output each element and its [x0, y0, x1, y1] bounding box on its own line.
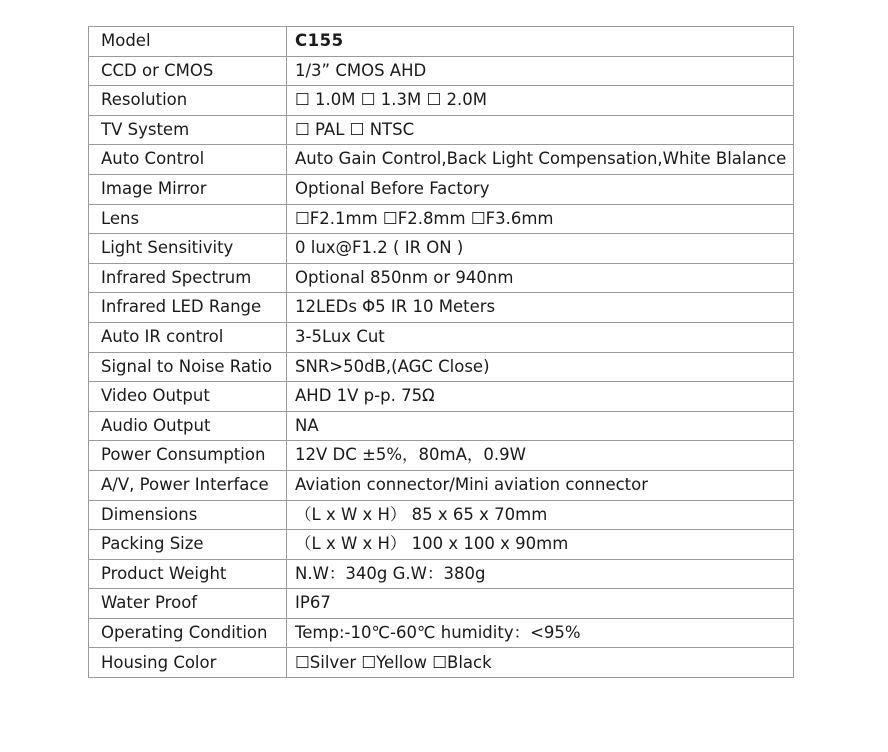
spec-label: Operating Condition [89, 618, 287, 648]
table-row [89, 382, 794, 412]
spec-label: Dimensions [89, 500, 287, 530]
table-row [89, 352, 794, 382]
spec-value: Optional Before Factory [287, 174, 794, 204]
spec-label: Water Proof [89, 589, 287, 619]
spec-label: Signal to Noise Ratio [89, 352, 287, 382]
table-row [89, 530, 794, 560]
table-row [89, 204, 794, 234]
spec-label: A/V, Power Interface [89, 470, 287, 500]
spec-value: 1/3” CMOS AHD [287, 56, 794, 86]
table-row [89, 263, 794, 293]
spec-value: （L x W x H） 100 x 100 x 90mm [287, 530, 794, 560]
spec-label: Auto IR control [89, 322, 287, 352]
spec-label: Audio Output [89, 411, 287, 441]
table-row [89, 500, 794, 530]
spec-label: Infrared Spectrum [89, 263, 287, 293]
spec-value: IP67 [287, 589, 794, 619]
spec-label: Power Consumption [89, 441, 287, 471]
table-row [89, 293, 794, 323]
table-row [89, 115, 794, 145]
spec-label: Video Output [89, 382, 287, 412]
spec-label: Light Sensitivity [89, 234, 287, 264]
spec-value: ☐F2.1mm ☐F2.8mm ☐F3.6mm [287, 204, 794, 234]
spec-label: TV System [89, 115, 287, 145]
table-row [89, 648, 794, 678]
spec-value: Auto Gain Control,Back Light Compensation,White Blalance [287, 145, 794, 175]
spec-label: Product Weight [89, 559, 287, 589]
spec-label: CCD or CMOS [89, 56, 287, 86]
spec-label: Resolution [89, 86, 287, 116]
table-row [89, 618, 794, 648]
spec-value: 12V DC ±5%，80mA，0.9W [287, 441, 794, 471]
spec-value: Temp:-10℃-60℃ humidity：<95% [287, 618, 794, 648]
table-row [89, 589, 794, 619]
spec-label: Image Mirror [89, 174, 287, 204]
table-row [89, 559, 794, 589]
table-row [89, 145, 794, 175]
spec-label: Model [89, 27, 287, 57]
table-row [89, 27, 794, 57]
table-row [89, 56, 794, 86]
spec-label: Housing Color [89, 648, 287, 678]
spec-value: ☐ 1.0M ☐ 1.3M ☐ 2.0M [287, 86, 794, 116]
spec-value: ☐ PAL ☐ NTSC [287, 115, 794, 145]
table-row [89, 174, 794, 204]
spec-label: Infrared LED Range [89, 293, 287, 323]
table-row [89, 234, 794, 264]
spec-label: Packing Size [89, 530, 287, 560]
spec-value: NA [287, 411, 794, 441]
spec-value: AHD 1V p-p. 75Ω [287, 382, 794, 412]
table-row [89, 470, 794, 500]
spec-value: N.W：340g G.W：380g [287, 559, 794, 589]
table-row [89, 86, 794, 116]
spec-value: 0 lux@F1.2 ( IR ON ) [287, 234, 794, 264]
spec-table [88, 26, 794, 678]
spec-label: Lens [89, 204, 287, 234]
spec-value: （L x W x H） 85 x 65 x 70mm [287, 500, 794, 530]
spec-value: Optional 850nm or 940nm [287, 263, 794, 293]
spec-value: 12LEDs Φ5 IR 10 Meters [287, 293, 794, 323]
table-row [89, 441, 794, 471]
spec-value: 3-5Lux Cut [287, 322, 794, 352]
spec-label: Auto Control [89, 145, 287, 175]
table-row [89, 411, 794, 441]
spec-value: Aviation connector/Mini aviation connector [287, 470, 794, 500]
spec-value: ☐Silver ☐Yellow ☐Black [287, 648, 794, 678]
spec-value: SNR>50dB,(AGC Close) [287, 352, 794, 382]
spec-value: C155 [287, 27, 794, 57]
table-row [89, 322, 794, 352]
